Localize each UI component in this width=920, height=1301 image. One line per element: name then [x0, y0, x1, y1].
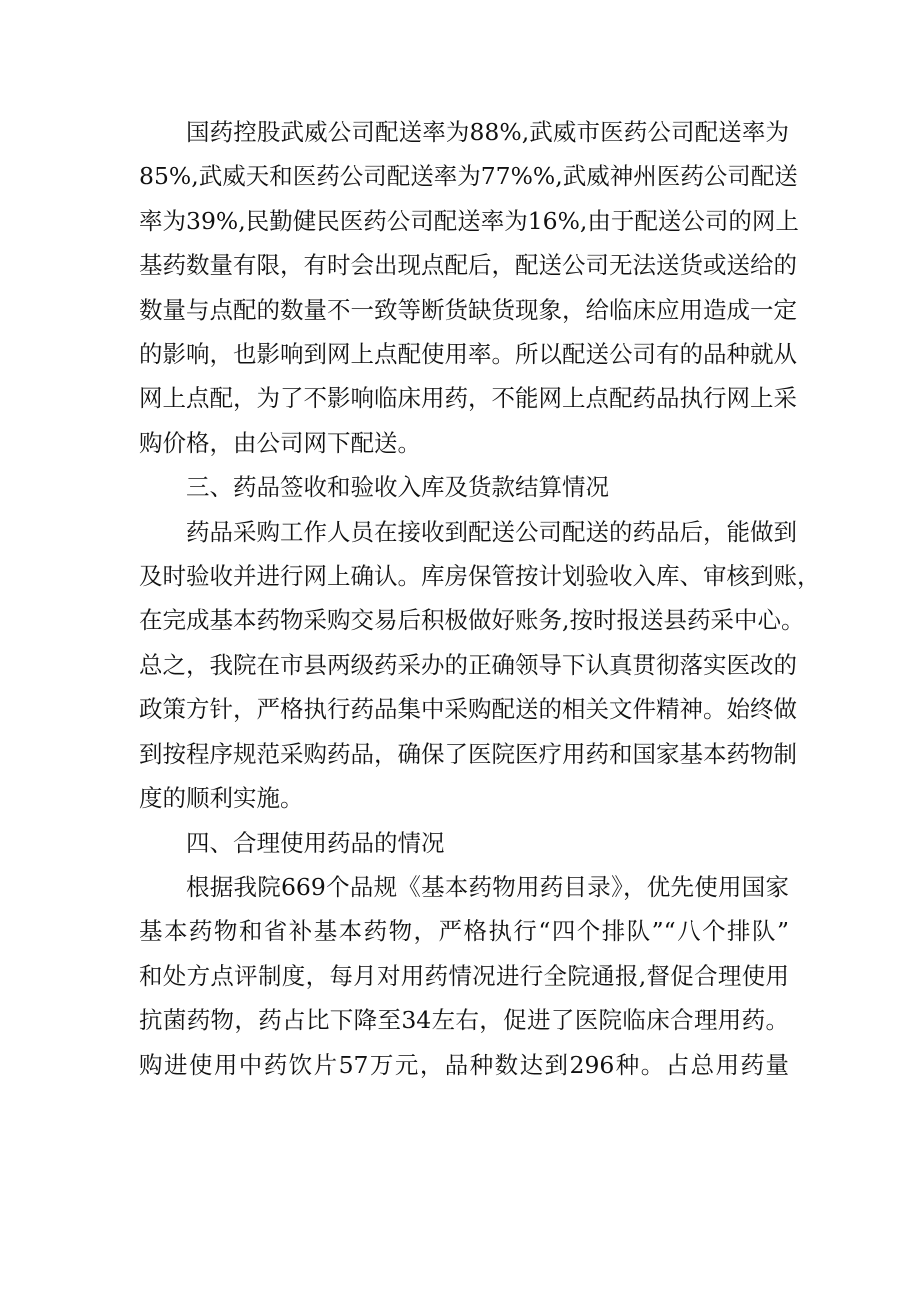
text-line: 抗菌药物，药占比下降至34左右，促进了医院临床合理用药。: [139, 1006, 789, 1035]
text-line: 85%,武威天和医药公司配送率为77%%,武威神州医药公司配送: [139, 162, 798, 191]
text-line: 率为39%,民勤健民医药公司配送率为16%,由于配送公司的网上: [139, 206, 799, 235]
text-line: 根据我院669个品规《基本药物用药目录》，优先使用国家: [186, 872, 789, 901]
text-line: 药品采购工作人员在接收到配送公司配送的药品后，能做到: [186, 517, 797, 546]
paragraph-distribution-rates: [139, 110, 799, 465]
text-line: 数量与点配的数量不一致等断货缺货现象，给临床应用造成一定: [139, 295, 797, 324]
section-heading-3: 三、药品签收和验收入库及货款结算情况: [186, 473, 609, 502]
text-line: 购价格，由公司网下配送。: [139, 428, 421, 457]
text-line: 到按程序规范采购药品，确保了医院医疗用药和国家基本药物制: [139, 739, 797, 768]
text-line: 总之，我院在市县两级药采办的正确领导下认真贯彻落实医改的: [139, 650, 797, 679]
text-line: 购进使用中药饮片57万元，品种数达到296种。占总用药量: [139, 1050, 789, 1079]
text-line: 政策方针，严格执行药品集中采购配送的相关文件精神。始终做: [139, 695, 797, 724]
paragraph-rational-drug-use: [139, 865, 789, 1087]
text-line: 和处方点评制度，每月对用药情况进行全院通报,督促合理使用: [139, 961, 789, 990]
text-line: 国药控股武威公司配送率为88%,武威市医药公司配送率为: [186, 118, 789, 146]
text-line: 的影响，也影响到网上点配使用率。所以配送公司有的品种就从: [139, 340, 797, 369]
text-line: 基本药物和省补基本药物，严格执行“四个排队”“八个排队”: [139, 917, 789, 946]
text-line: 网上点配，为了不影响临床用药，不能网上点配药品执行网上采: [139, 384, 797, 413]
text-line: 度的顺利实施。: [139, 784, 304, 813]
text-line: 基药数量有限，有时会出现点配后，配送公司无法送货或送给的: [139, 251, 797, 280]
document-body: [139, 110, 821, 1087]
text-line: 在完成基本药物采购交易后积极做好账务,按时报送县药采中心。: [139, 606, 805, 635]
text-line: 及时验收并进行网上确认。库房保管按计划验收入库、审核到账，: [139, 562, 821, 591]
paragraph-receipt-and-settlement: [139, 510, 821, 821]
section-heading-4: 四、合理使用药品的情况: [186, 828, 445, 857]
